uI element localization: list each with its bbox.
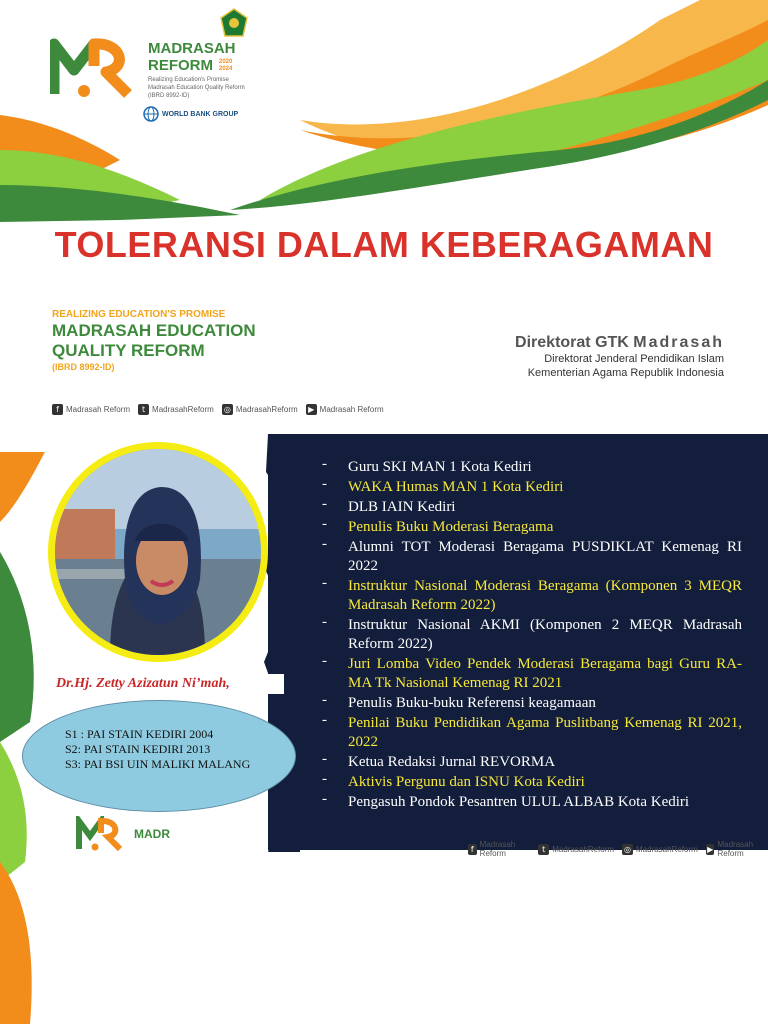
directorate-line3: Kementerian Agama Republik Indonesia — [527, 367, 724, 379]
social-row-top — [52, 404, 384, 415]
bio-item — [322, 538, 742, 576]
youtube-icon: ▶ — [707, 844, 714, 854]
photo-frame — [48, 442, 268, 662]
logo-tagline2: Madrasah Education Quality Reform — [148, 85, 245, 91]
bullet-dash: - — [322, 476, 327, 492]
logo-tagline3: (IBRD 8992-ID) — [148, 93, 190, 99]
bio-item — [322, 793, 742, 812]
bio-item — [322, 753, 742, 772]
youtube-icon: ▶ — [306, 404, 317, 415]
bullet-dash: - — [322, 614, 327, 630]
bio-item — [322, 458, 742, 477]
bio-item — [322, 577, 742, 615]
profile-slide — [0, 422, 768, 1024]
slide-title: TOLERANSI DALAM KEBERAGAMAN — [54, 224, 714, 265]
social-label: MadrasahReform — [552, 844, 614, 854]
mr-logo-icon — [50, 36, 142, 98]
bio-item-text: WAKA Humas MAN 1 Kota Kediri — [348, 479, 564, 495]
bio-item-text: Penulis Buku Moderasi Beragama — [348, 519, 554, 535]
social-twitter[interactable] — [138, 404, 214, 415]
social-facebook[interactable] — [52, 404, 130, 415]
social-label: MadrasahReform — [152, 405, 214, 414]
kemenag-emblem-icon — [220, 8, 248, 38]
social-label: Madrasah Reform — [319, 405, 384, 414]
directorate-main-suffix: Madrasah — [633, 334, 724, 351]
social-twitter[interactable] — [538, 844, 614, 855]
bio-item-text: Juri Lomba Video Pendek Moderasi Beragama bagi Guru RA-MA Tk Nasional Kemenag RI 2021 — [348, 656, 742, 691]
bullet-dash: - — [322, 692, 327, 708]
bio-item — [322, 694, 742, 713]
bio-item — [322, 616, 742, 654]
meqr-line4: (IBRD 8992-ID) — [52, 362, 115, 372]
bullet-dash: - — [322, 516, 327, 532]
social-instagram[interactable] — [622, 844, 698, 855]
bullet-dash: - — [322, 791, 327, 807]
world-bank-logo — [143, 106, 238, 122]
profile-photo — [55, 449, 261, 655]
social-row-bottom — [468, 840, 768, 858]
twitter-icon: t — [138, 404, 149, 415]
bio-item-text: Guru SKI MAN 1 Kota Kediri — [348, 459, 532, 475]
education-s1: S1 : PAI STAIN KEDIRI 2004 — [65, 727, 214, 741]
logo-partial-text: MADR — [134, 827, 170, 841]
bio-item-text: Penilai Buku Pendidikan Agama Puslitbang Kemenag RI 2021, 2022 — [348, 715, 742, 750]
instagram-icon: ◎ — [622, 844, 633, 855]
bio-item — [322, 655, 742, 693]
bio-item — [322, 773, 742, 792]
meqr-line3: QUALITY REFORM — [52, 341, 205, 360]
bio-item — [322, 478, 742, 497]
brand-line2: REFORM — [148, 57, 213, 74]
person-name: Dr.Hj. Zetty Azizatun Ni’mah, — [56, 676, 230, 691]
bullet-dash: - — [322, 456, 327, 472]
social-youtube[interactable] — [306, 404, 384, 415]
social-instagram[interactable] — [222, 404, 298, 415]
social-label: Madrasah Reform — [479, 840, 516, 858]
world-bank-globe-icon — [143, 106, 159, 122]
title-slide — [0, 0, 768, 422]
bio-item — [322, 714, 742, 752]
madrasah-reform-logo — [50, 36, 142, 103]
bio-item-text: Alumni TOT Moderasi Beragama PUSDIKLAT Kemenag RI 2022 — [348, 539, 742, 574]
facebook-icon: f — [52, 404, 63, 415]
social-youtube[interactable] — [706, 840, 768, 858]
directorate-line2: Direktorat Jenderal Pendidikan Islam — [544, 353, 724, 365]
bio-item — [322, 518, 742, 537]
bio-item-text: Pengasuh Pondok Pesantren ULUL ALBAB Kota Kediri — [348, 794, 690, 810]
logo-tagline1: Realizing Education's Promise — [148, 77, 229, 83]
portrait-illustration — [55, 449, 261, 655]
social-facebook[interactable] — [468, 840, 530, 858]
education-s2: S2: PAI STAIN KEDIRI 2013 — [65, 742, 211, 756]
facebook-icon: f — [468, 844, 477, 855]
social-label: MadrasahReform — [235, 405, 298, 414]
madrasah-reform-logo-small — [76, 816, 170, 852]
bio-item-text: Aktivis Pergunu dan ISNU Kota Kediri — [348, 774, 585, 790]
bio-item-text: Instruktur Nasional Moderasi Beragama (Komponen 3 MEQR Madrasah Reform 2022) — [348, 578, 742, 613]
bullet-dash: - — [322, 712, 327, 728]
bullet-dash: - — [322, 771, 327, 787]
bullet-dash: - — [322, 496, 327, 512]
instagram-icon: ◎ — [222, 404, 233, 415]
bullet-dash: - — [322, 751, 327, 767]
brand-line1: MADRASAH — [148, 40, 236, 57]
bio-item-text: Penulis Buku-buku Referensi keagamaan — [348, 695, 596, 711]
bio-list — [322, 458, 742, 812]
meqr-logo-block — [52, 308, 256, 373]
social-label: Madrasah Reform — [66, 405, 131, 414]
madrasah-reform-wordmark — [148, 40, 245, 100]
social-label: MadrasahReform — [636, 844, 698, 854]
bullet-dash: - — [322, 653, 327, 669]
social-label: Madrasah Reform — [717, 840, 754, 858]
bio-item-text: DLB IAIN Kediri — [348, 499, 456, 515]
education-list — [65, 727, 250, 772]
world-bank-label: WORLD BANK GROUP — [162, 110, 239, 118]
bio-item-text: Ketua Redaksi Jurnal REVORMA — [348, 754, 556, 770]
bullet-dash: - — [322, 536, 327, 552]
meqr-line2: MADRASAH EDUCATION — [52, 321, 256, 340]
brand-years: 2020 2024 — [219, 58, 233, 72]
bio-item — [322, 498, 742, 517]
education-s3: S3: PAI BSI UIN MALIKI MALANG — [65, 757, 251, 771]
bio-list-container — [322, 458, 742, 813]
bullet-dash: - — [322, 575, 327, 591]
meqr-line1: REALIZING EDUCATION'S PROMISE — [52, 309, 226, 320]
directorate-block — [515, 334, 724, 380]
twitter-icon: t — [538, 844, 549, 855]
mr-logo-small-icon — [76, 816, 130, 852]
directorate-main-prefix: Direktorat GTK — [515, 334, 634, 351]
education-bubble — [22, 700, 296, 812]
bio-item-text: Instruktur Nasional AKMI (Komponen 2 MEQR Madrasah Reform 2022) — [348, 617, 742, 652]
name-box — [52, 674, 284, 694]
